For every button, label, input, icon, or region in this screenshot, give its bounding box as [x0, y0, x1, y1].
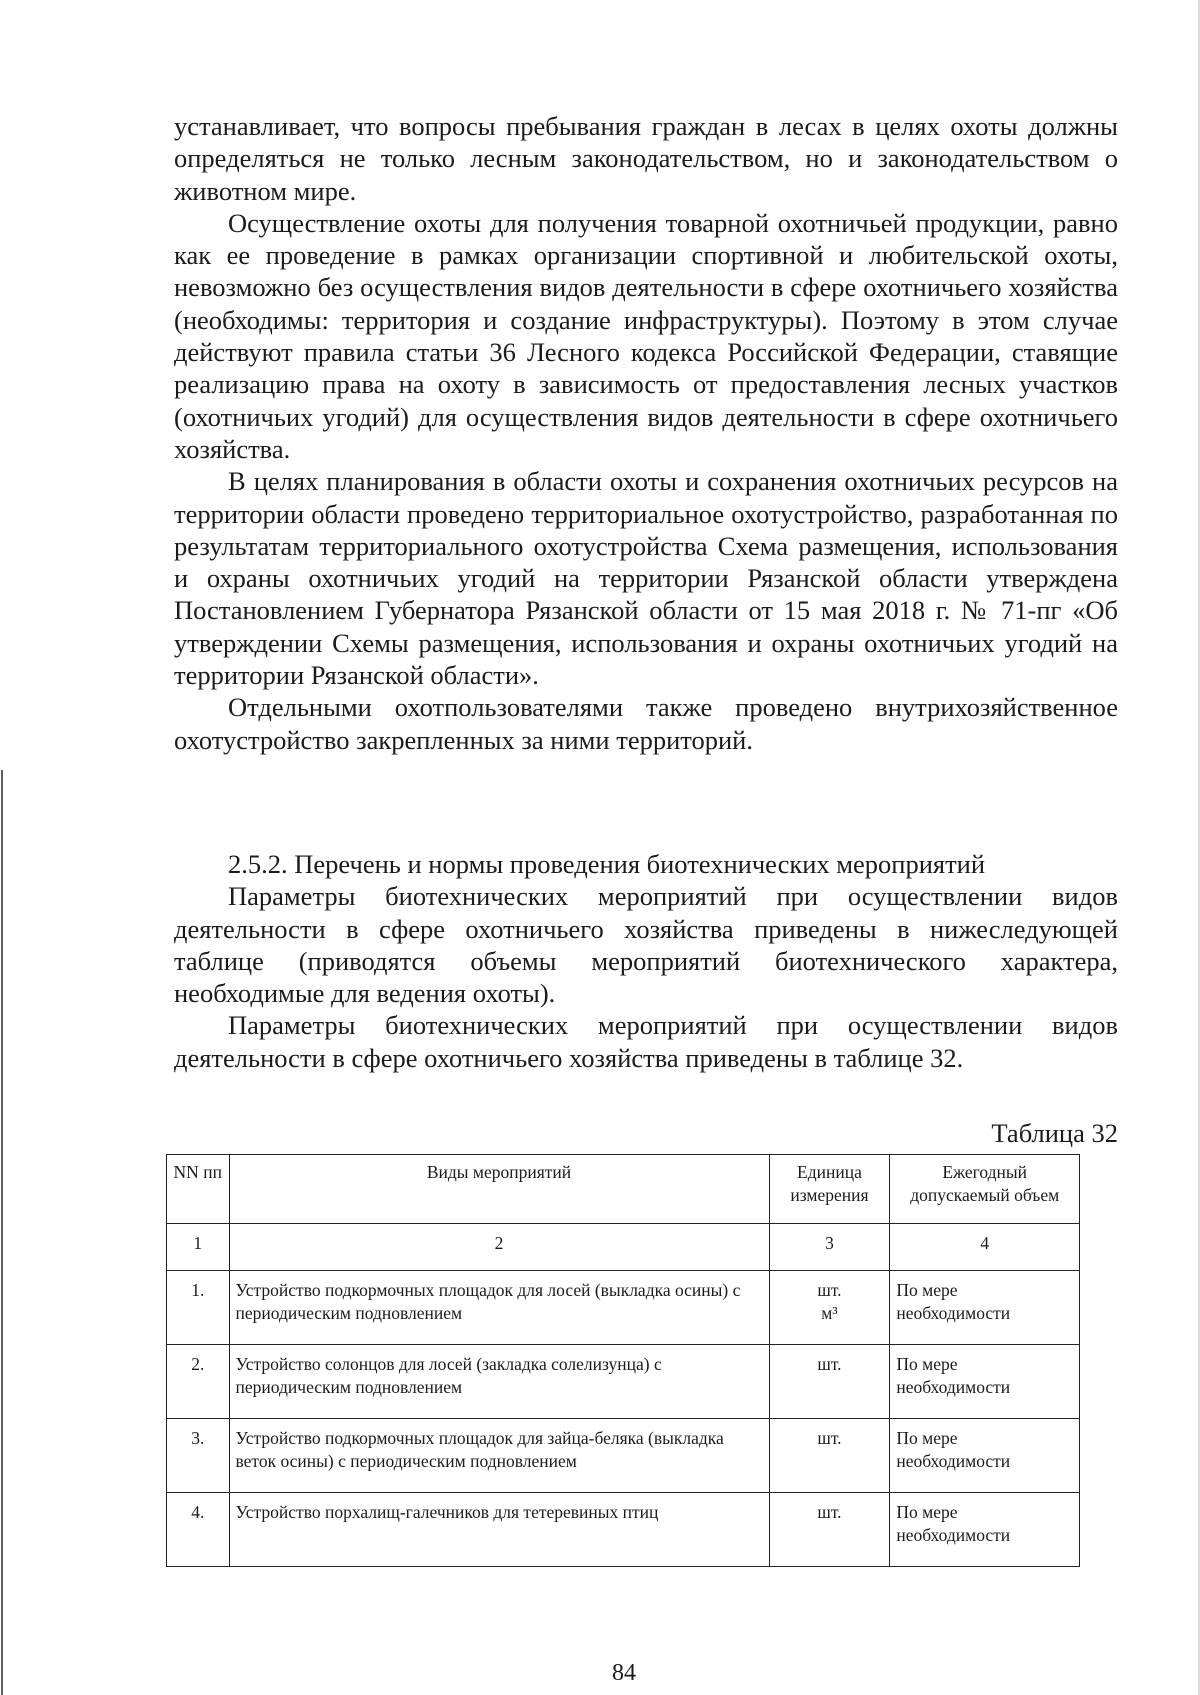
header-volume: Ежегодный допускаемый объем: [890, 1155, 1080, 1224]
row-number: 1.: [167, 1271, 230, 1345]
paragraph-internal-surveys: Отдельными охотпользователями также проведено внутрихозяйственное охотустройство закрепленных за ними территорий.: [174, 692, 1118, 755]
column-number-row: [167, 1224, 1080, 1271]
scan-edge-left: [1, 770, 3, 1695]
table-row: [167, 1345, 1080, 1419]
table-row: [167, 1493, 1080, 1567]
measure-unit: шт.: [769, 1345, 890, 1419]
measure-name: Устройство подкормочных площадок для лосей (выкладка осины) с периодическим подновлением: [229, 1271, 769, 1345]
table-row: [167, 1419, 1080, 1493]
measure-volume: По мере необходимости: [890, 1345, 1080, 1419]
measure-unit: [769, 1271, 890, 1345]
row-number: 4.: [167, 1493, 230, 1567]
measure-unit: шт.: [769, 1493, 890, 1567]
row-number: 3.: [167, 1419, 230, 1493]
measure-name: Устройство порхалищ-галечников для тетеревиных птиц: [229, 1493, 769, 1567]
header-unit: Единица измерения: [769, 1155, 890, 1224]
paragraph-parameters-1: Параметры биотехнических мероприятий при осуществлении видов деятельности в сфере охотничьего хозяйства приведены в нижеследующей таблице (приводятся объемы мероприятий биотехнического характера, необходимые для ведения охоты).: [174, 881, 1118, 1009]
body-text-top: [174, 110, 1118, 756]
page-number: 84: [612, 1660, 636, 1686]
column-number: 1: [167, 1224, 230, 1271]
measure-volume: По мере необходимости: [890, 1271, 1080, 1345]
section-heading: 2.5.2. Перечень и нормы проведения биотехнических мероприятий: [228, 849, 986, 879]
paragraph-continuation: устанавливает, что вопросы пребывания граждан в лесах в целях охоты должны определяться не только лесным законодательством, но и законодательством о животном мире.: [174, 111, 1118, 206]
paragraph-hunting-production: Осуществление охоты для получения товарной охотничьей продукции, равно как ее проведение в рамках организации спортивной и любительской охоты, невозможно без осуществления видов деятельности в сфере охотничьего хозяйства (необходимы: территория и создание инфраструктуры). Поэтому в этом случае действуют правила статьи 36 Лесного кодекса Российской Федерации, ставящие реализацию права на охоту в зависимость от предоставления лесных участков (охотничьих угодий) для осуществления видов деятельности в сфере охотничьего хозяйства.: [174, 207, 1118, 464]
column-number: 4: [890, 1224, 1080, 1271]
table-caption: Таблица 32: [991, 1118, 1118, 1148]
unit-secondary: м³: [821, 1303, 838, 1323]
table-header-row: [167, 1155, 1080, 1224]
section-2-5-2: [174, 848, 1118, 1074]
row-number: 2.: [167, 1345, 230, 1419]
header-no: NN пп: [167, 1155, 230, 1224]
measure-unit: шт.: [769, 1419, 890, 1493]
unit-primary: шт.: [817, 1280, 842, 1300]
measure-volume: По мере необходимости: [890, 1493, 1080, 1567]
column-number: 3: [769, 1224, 890, 1271]
header-name: Виды мероприятий: [229, 1155, 769, 1224]
measure-name: Устройство солонцов для лосей (закладка солелизунца) с периодическим подновлением: [229, 1345, 769, 1419]
measure-name: Устройство подкормочных площадок для зайца-беляка (выкладка веток осины) с периодическим подновлением: [229, 1419, 769, 1493]
biotech-measures-table: [166, 1154, 1080, 1567]
paragraph-parameters-2: Параметры биотехнических мероприятий при осуществлении видов деятельности в сфере охотничьего хозяйства приведены в таблице 32.: [174, 1010, 1118, 1073]
column-number: 2: [229, 1224, 769, 1271]
measure-volume: По мере необходимости: [890, 1419, 1080, 1493]
paragraph-planning: В целях планирования в области охоты и сохранения охотничьих ресурсов на территории области проведено территориальное охотустройство, разработанная по результатам территориального охотустройства Схема размещения, использования и охраны охотничьих угодий на территории Рязанской области утверждена Постановлением Губернатора Рязанской области от 15 мая 2018 г. № 71-пг «Об утверждении Схемы размещения, использования и охраны охотничьих угодий на территории Рязанской области».: [174, 466, 1118, 691]
table-row: [167, 1271, 1080, 1345]
